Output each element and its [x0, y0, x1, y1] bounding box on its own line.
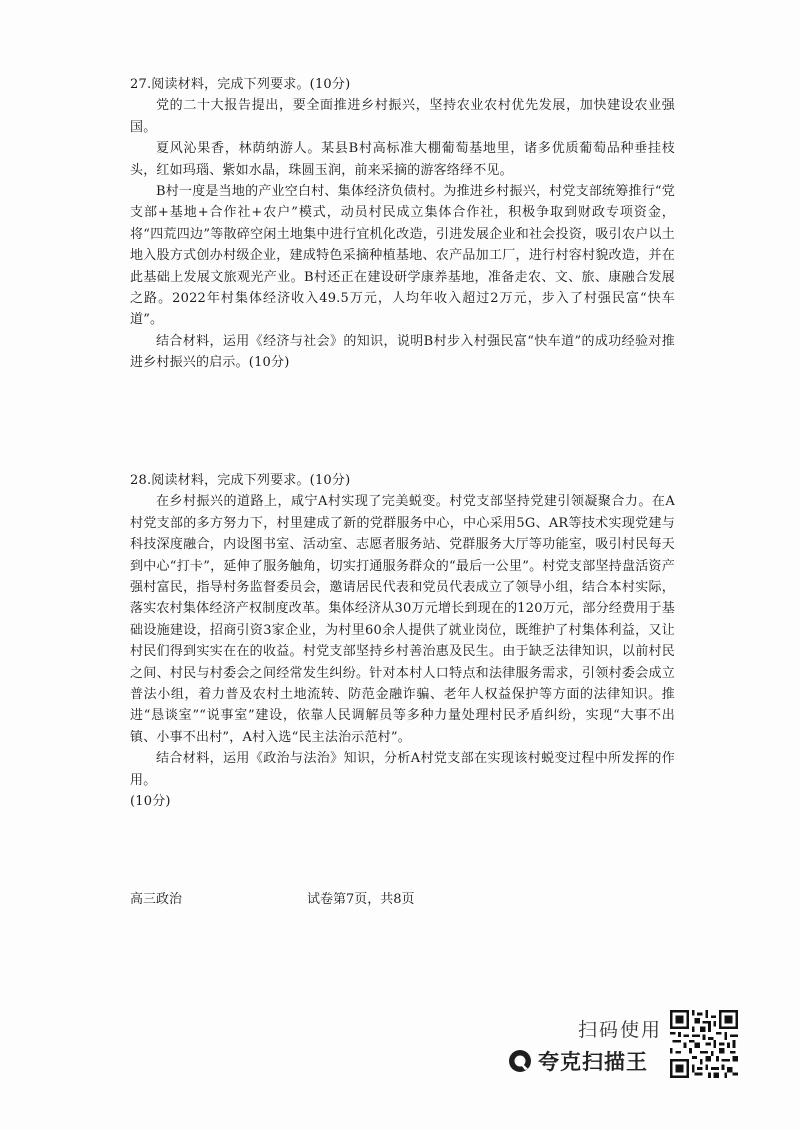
question-28-prompt: 结合材料，运用《政治与法治》知识，分析A村党支部在实现该村蜕变过程中所发挥的作用。: [130, 751, 675, 788]
footer-page-info: 试卷第7页，共8页: [307, 892, 415, 907]
question-27-paragraph-1: 党的二十大报告提出，要全面推进乡村振兴，坚持农业农村优先发展，加快建设农业强国。: [130, 98, 675, 135]
question-28-heading: 28.阅读材料，完成下列要求。(10分): [130, 473, 351, 488]
brand-name: 夸克扫描王: [538, 1050, 648, 1074]
question-27-heading: 27.阅读材料，完成下列要求。(10分): [130, 77, 351, 92]
question-28: [130, 470, 675, 813]
scanner-brand: [508, 1046, 648, 1076]
question-27: [130, 74, 675, 374]
quark-logo-icon: [508, 1049, 532, 1073]
scanner-watermark: [508, 1010, 748, 1080]
question-28-score: (10分): [130, 794, 171, 810]
question-27-paragraph-3: B村一度是当地的产业空白村、集体经济负债村。为推进乡村振兴，村党支部统筹推行“党支部+基地+合作社+农户”模式，动员村民成立集体合作社，积极争取到财政专项资金，将“四荒四边”等散碎空闲土地集中进行宜机化改造，引进发展企业和社会投资，吸引农户以土地入股方式创办村级企业，建成特色采摘种植基地、农产品加工厂，进行村容村貌改造，并在此基础上发展文旅观光产业。B村还正在建设研学康养基地，准备走农、文、旅、康融合发展之路。2022年村集体经济收入49.5万元，人均年收入超过2万元，步入了村强民富“快车道”。: [130, 184, 675, 328]
footer-subject: 高三政治: [130, 892, 183, 907]
scan-use-text: 扫码使用: [578, 1019, 663, 1041]
qr-code-icon[interactable]: [670, 1010, 738, 1078]
question-28-paragraph-1: 在乡村振兴的道路上，咸宁A村实现了完美蜕变。村党支部坚持党建引领凝聚合力。在A村党支部的多方努力下，村里建成了新的党群服务中心，中心采用5G、AR等技术实现党建与科技深度融合，内设图书室、活动室、志愿者服务站、党群服务大厅等功能室，吸引村民每天到中心“打卡”，延伸了服务触角，切实打通服务群众的“最后一公里”。村党支部坚持盘活资产强村富民，指导村务监督委员会，邀请居民代表和党员代表成立了领导小组，结合本村实际，落实农村集体经济产权制度改革。集体经济从30万元增长到现在的120万元，部分经费用于基础设施建设，招商引资3家企业，为村里60余人提供了就业岗位，既维护了村集体利益，又让村民们得到实实在在的收益。村党支部坚持乡村善治惠及民生。由于缺乏法律知识，以前村民之间、村民与村委会之间经常发生纠纷。针对本村人口特点和法律服务需求，引领村委会成立普法小组，着力普及农村土地流转、防范金融诈骗、老年人权益保护等方面的法律知识。推进“恳谈室”“说事室”建设，依靠人民调解员等多种力量处理村民矛盾纠纷，实现“大事不出镇、小事不出村”，A村入选“民主法治示范村”。: [130, 494, 675, 745]
question-27-prompt: 结合材料，运用《经济与社会》的知识，说明B村步入村强民富“快车道”的成功经验对推进乡村振兴的启示。(10分): [130, 333, 675, 371]
question-27-paragraph-2: 夏风沁果香，林荫纳游人。某县B村高标准大棚葡萄基地里，诸多优质葡萄品种垂挂枝头，红如玛瑙、紫如水晶，珠圆玉润，前来采摘的游客络绎不见。: [130, 141, 675, 178]
